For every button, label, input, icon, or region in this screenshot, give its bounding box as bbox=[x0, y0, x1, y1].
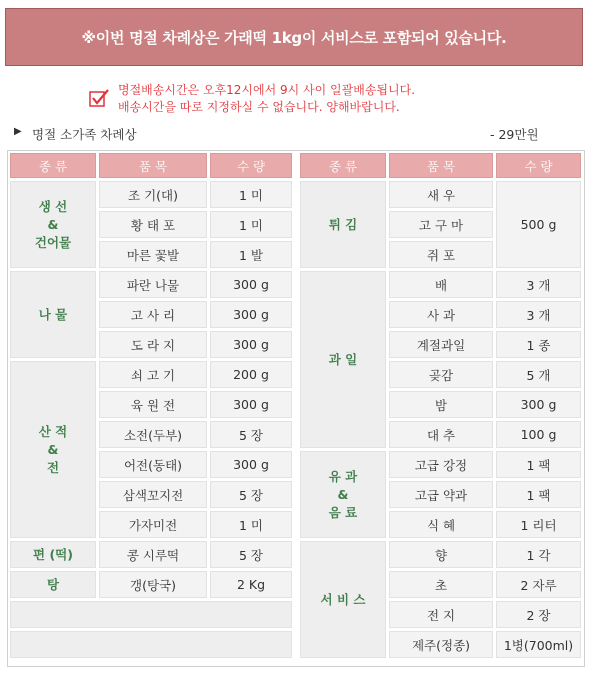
quantity-cell: 1 각 bbox=[496, 541, 581, 568]
table-row bbox=[10, 181, 292, 208]
quantity-cell: 300 g bbox=[210, 391, 292, 418]
header-quantity: 수 량 bbox=[496, 153, 581, 178]
quantity-cell: 300 g bbox=[210, 301, 292, 328]
item-cell: 어전(동태) bbox=[99, 451, 207, 478]
quantity-cell: 5 장 bbox=[210, 481, 292, 508]
right-menu-table bbox=[297, 150, 584, 661]
item-cell: 고급 약과 bbox=[389, 481, 493, 508]
category-cell bbox=[10, 181, 96, 268]
table-row bbox=[300, 541, 581, 568]
item-cell: 쇠 고 기 bbox=[99, 361, 207, 388]
banner-text: ※이번 명절 차례상은 가래떡 1kg이 서비스로 포함되어 있습니다. bbox=[81, 28, 507, 47]
empty-cell bbox=[10, 631, 292, 658]
empty-cell bbox=[10, 601, 292, 628]
category-label-line: 탕 bbox=[46, 576, 60, 592]
item-cell: 대 추 bbox=[389, 421, 493, 448]
left-menu-table bbox=[7, 150, 295, 661]
category-label-line: & bbox=[337, 486, 349, 502]
menu-price: - 29만원 bbox=[490, 127, 539, 142]
item-cell: 쥐 포 bbox=[389, 241, 493, 268]
quantity-cell: 2 자루 bbox=[496, 571, 581, 598]
category-label-line: 건어물 bbox=[34, 234, 72, 250]
quantity-cell: 1 미 bbox=[210, 211, 292, 238]
category-label-line: 서 비 스 bbox=[320, 591, 366, 607]
header-item: 품 목 bbox=[389, 153, 493, 178]
quantity-cell: 1병(700ml) bbox=[496, 631, 581, 658]
notice-line-2: 배송시간을 따로 지정하실 수 없습니다. 양해바랍니다. bbox=[118, 100, 400, 114]
category-label-line: 산 적 bbox=[38, 423, 68, 439]
table-row bbox=[10, 361, 292, 388]
quantity-cell: 300 g bbox=[210, 331, 292, 358]
table-row-empty bbox=[10, 631, 292, 658]
item-cell: 고급 강정 bbox=[389, 451, 493, 478]
item-cell: 계절과일 bbox=[389, 331, 493, 358]
item-cell: 고 구 마 bbox=[389, 211, 493, 238]
quantity-cell: 5 개 bbox=[496, 361, 581, 388]
quantity-cell: 1 미 bbox=[210, 181, 292, 208]
quantity-cell: 300 g bbox=[496, 391, 581, 418]
table-row bbox=[300, 271, 581, 298]
table-row-empty bbox=[10, 601, 292, 628]
category-label-line: 튀 김 bbox=[328, 216, 358, 232]
quantity-cell: 3 개 bbox=[496, 271, 581, 298]
category-cell bbox=[10, 361, 96, 538]
category-cell bbox=[300, 541, 386, 658]
category-cell bbox=[300, 271, 386, 448]
category-label-line: 음 료 bbox=[328, 504, 358, 520]
table-row bbox=[10, 541, 292, 568]
category-cell bbox=[10, 541, 96, 568]
quantity-cell: 300 g bbox=[210, 271, 292, 298]
item-cell: 배 bbox=[389, 271, 493, 298]
category-cell bbox=[10, 271, 96, 358]
item-cell: 전 지 bbox=[389, 601, 493, 628]
category-cell bbox=[10, 571, 96, 598]
item-cell: 새 우 bbox=[389, 181, 493, 208]
quantity-cell: 1 팩 bbox=[496, 451, 581, 478]
table-row bbox=[10, 571, 292, 598]
quantity-cell: 500 g bbox=[496, 181, 581, 268]
category-cell bbox=[300, 181, 386, 268]
item-cell: 황 태 포 bbox=[99, 211, 207, 238]
checkbox-check-icon bbox=[88, 87, 110, 109]
table-header-row bbox=[10, 153, 292, 178]
item-cell: 갱(탕국) bbox=[99, 571, 207, 598]
item-cell: 밤 bbox=[389, 391, 493, 418]
category-label-line: 나 물 bbox=[38, 306, 68, 322]
header-category: 종 류 bbox=[10, 153, 96, 178]
service-banner bbox=[5, 8, 583, 66]
table-header-row bbox=[300, 153, 581, 178]
quantity-cell: 1 팩 bbox=[496, 481, 581, 508]
item-cell: 초 bbox=[389, 571, 493, 598]
header-quantity: 수 량 bbox=[210, 153, 292, 178]
item-cell: 가자미전 bbox=[99, 511, 207, 538]
category-cell bbox=[300, 451, 386, 538]
quantity-cell: 1 종 bbox=[496, 331, 581, 358]
table-row bbox=[10, 271, 292, 298]
quantity-cell: 100 g bbox=[496, 421, 581, 448]
item-cell: 제주(정종) bbox=[389, 631, 493, 658]
item-cell: 소전(두부) bbox=[99, 421, 207, 448]
item-cell: 고 사 리 bbox=[99, 301, 207, 328]
category-label-line: 전 bbox=[46, 459, 60, 475]
category-label-line: 유 과 bbox=[328, 468, 358, 484]
item-cell: 파란 나물 bbox=[99, 271, 207, 298]
category-label-line: & bbox=[47, 441, 59, 457]
category-label-line: 과 일 bbox=[328, 351, 358, 367]
item-cell: 사 과 bbox=[389, 301, 493, 328]
item-cell: 콩 시루떡 bbox=[99, 541, 207, 568]
quantity-cell: 1 발 bbox=[210, 241, 292, 268]
category-label-line: 생 선 bbox=[38, 198, 68, 214]
notice-line-1: 명절배송시간은 오후12시에서 9시 사이 일괄배송됩니다. bbox=[118, 83, 416, 97]
quantity-cell: 2 Kg bbox=[210, 571, 292, 598]
header-category: 종 류 bbox=[300, 153, 386, 178]
item-cell: 도 라 지 bbox=[99, 331, 207, 358]
item-cell: 육 원 전 bbox=[99, 391, 207, 418]
category-label-line: & bbox=[47, 216, 59, 232]
item-cell: 조 기(대) bbox=[99, 181, 207, 208]
quantity-cell: 1 미 bbox=[210, 511, 292, 538]
category-label-line: 편 (떡) bbox=[33, 546, 73, 562]
item-cell: 식 혜 bbox=[389, 511, 493, 538]
table-row bbox=[300, 181, 581, 208]
quantity-cell: 5 장 bbox=[210, 541, 292, 568]
quantity-cell: 200 g bbox=[210, 361, 292, 388]
triangle-right-icon: ▶ bbox=[14, 126, 22, 137]
table-row bbox=[300, 451, 581, 478]
quantity-cell: 3 개 bbox=[496, 301, 581, 328]
item-cell: 삼색꼬지전 bbox=[99, 481, 207, 508]
quantity-cell: 300 g bbox=[210, 451, 292, 478]
menu-title: 명절 소가족 차례상 bbox=[32, 127, 137, 142]
item-cell: 향 bbox=[389, 541, 493, 568]
item-cell: 곶감 bbox=[389, 361, 493, 388]
item-cell: 마른 꽃발 bbox=[99, 241, 207, 268]
quantity-cell: 5 장 bbox=[210, 421, 292, 448]
header-item: 품 목 bbox=[99, 153, 207, 178]
quantity-cell: 1 리터 bbox=[496, 511, 581, 538]
quantity-cell: 2 장 bbox=[496, 601, 581, 628]
